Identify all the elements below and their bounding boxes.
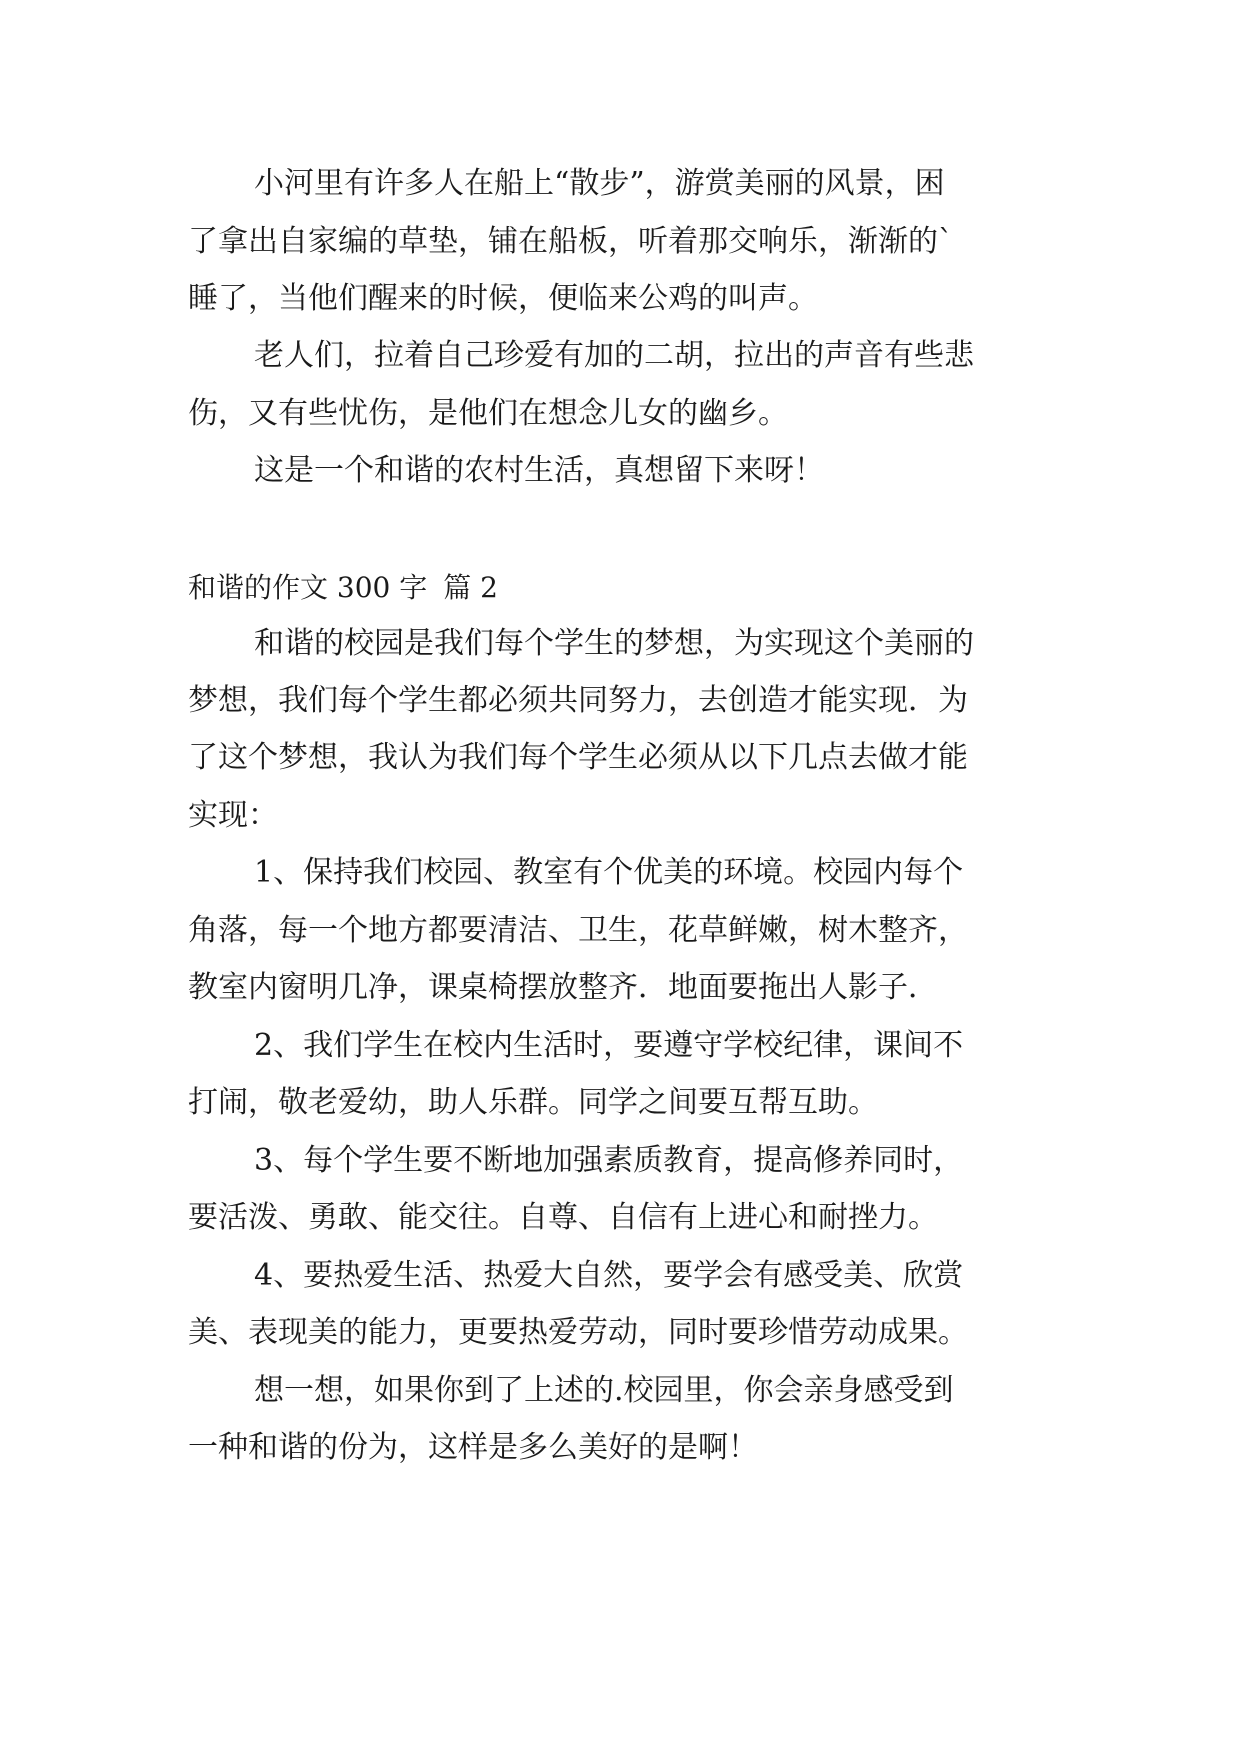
paragraph-line: 打闹，敬老爱幼，助人乐群。同学之间要互帮互助。: [188, 1085, 878, 1120]
paragraph-line: 老人们，拉着自己珍爱有加的二胡，拉出的声音有些悲: [254, 338, 974, 373]
paragraph-line: 要活泼、勇敢、能交往。自尊、自信有上进心和耐挫力。: [188, 1200, 938, 1235]
paragraph-line: 教室内窗明几净，课桌椅摆放整齐．地面要拖出人影子．: [188, 970, 938, 1005]
paragraph-line: 梦想，我们每个学生都必须共同努力，去创造才能实现．为: [188, 683, 968, 718]
paragraph-line: 想一想，如果你到了上述的.校园里，你会亲身感受到: [254, 1373, 954, 1408]
paragraph-line: 一种和谐的份为，这样是多么美好的是啊！: [188, 1430, 758, 1465]
heading-number: 篇 2: [443, 571, 498, 604]
section-heading: [188, 568, 1068, 608]
heading-title: 和谐的作文 300 字: [188, 571, 428, 604]
paragraph-line: 睡了，当他们醒来的时候，便临来公鸡的叫声。: [188, 281, 818, 316]
paragraph-line: 伤，又有些忧伤，是他们在想念儿女的幽乡。: [188, 396, 788, 431]
paragraph-line: 小河里有许多人在船上“散步”，游赏美丽的风景，困: [254, 166, 945, 201]
paragraph-line: 美、表现美的能力，更要热爱劳动，同时要珍惜劳动成果。: [188, 1315, 968, 1350]
paragraph-line: 实现：: [188, 798, 278, 833]
paragraph-line: 和谐的校园是我们每个学生的梦想，为实现这个美丽的: [254, 626, 974, 661]
paragraph-line: 1、保持我们校园、教室有个优美的环境。校园内每个: [254, 855, 964, 890]
paragraph-line: 角落，每一个地方都要清洁、卫生，花草鲜嫩，树木整齐，: [188, 913, 968, 948]
paragraph-line: 3、每个学生要不断地加强素质教育，提高修养同时，: [254, 1143, 964, 1178]
paragraph-line: 了拿出自家编的草垫，铺在船板，听着那交响乐，渐渐的`: [188, 224, 953, 259]
paragraph-line: 了这个梦想，我认为我们每个学生必须从以下几点去做才能: [188, 740, 968, 775]
paragraph-line: 4、要热爱生活、热爱大自然，要学会有感受美、欣赏: [254, 1258, 964, 1293]
paragraph-line: 2、我们学生在校内生活时，要遵守学校纪律，课间不: [254, 1028, 964, 1063]
paragraph-line: 这是一个和谐的农村生活，真想留下来呀！: [254, 453, 824, 488]
